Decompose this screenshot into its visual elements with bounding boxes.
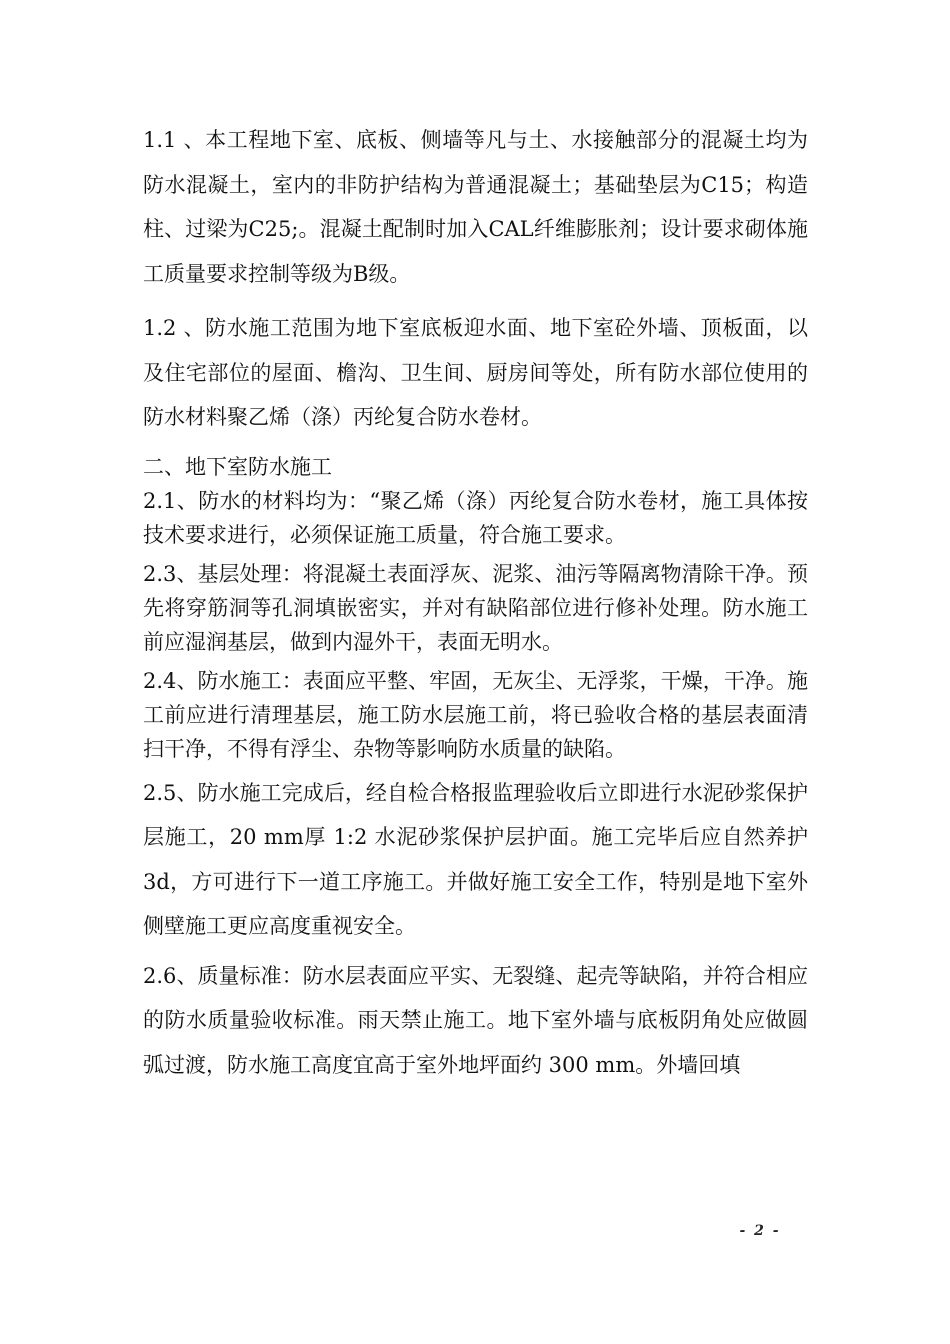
paragraph-1-2: 1.2 、防水施工范围为地下室底板迎水面、地下室砼外墙、顶板面，以及住宅部位的屋面、檐沟、卫生间、厨房间等处，所有防水部位使用的防水材料聚乙烯（涤）丙纶复合防水卷材。: [143, 316, 808, 429]
paragraph-1-1: 1.1 、本工程地下室、底板、侧墙等凡与土、水接触部分的混凝土均为防水混凝土，室内的非防护结构为普通混凝土；基础垫层为C15；构造柱、过梁为C25;。混凝土配制时加入CAL纤维膨胀剂；设计要求砌体施工质量要求控制等级为B级。: [143, 128, 808, 286]
paragraph-2-1: 2.1、防水的材料均为：“聚乙烯（涤）丙纶复合防水卷材，施工具体按技术要求进行，必须保证施工质量，符合施工要求。: [143, 488, 808, 547]
paragraph-2-5: 2.5、防水施工完成后，经自检合格报监理验收后立即进行水泥砂浆保护层施工，20 mm厚 1:2 水泥砂浆保护层护面。施工完毕后应自然养护 3d，方可进行下一道工序施工。并做好施工安全工作，特别是地下室外侧壁施工更应高度重视安全。: [143, 780, 808, 938]
paragraph-2-3: 2.3、基层处理：将混凝土表面浮灰、泥浆、油污等隔离物清除干净。预先将穿筋洞等孔洞填嵌密实，并对有缺陷部位进行修补处理。防水施工前应湿润基层，做到内湿外干，表面无明水。: [143, 561, 808, 654]
section-heading-2: 二、地下室防水施工: [143, 454, 332, 479]
document-body: [143, 118, 808, 1087]
paragraph-2-4: 2.4、防水施工：表面应平整、牢固，无灰尘、无浮浆，干燥，干净。施工前应进行清理基层，施工防水层施工前，将已验收合格的基层表面清扫干净，不得有浮尘、杂物等影响防水质量的缺陷。: [143, 668, 808, 761]
page-number: - 2 -: [739, 1223, 781, 1239]
paragraph-2-6: 2.6、质量标准：防水层表面应平实、无裂缝、起壳等缺陷，并符合相应的防水质量验收标准。雨天禁止施工。地下室外墙与底板阴角处应做圆弧过渡，防水施工高度宜高于室外地坪面约 300 mm。外墙回填: [143, 963, 808, 1077]
